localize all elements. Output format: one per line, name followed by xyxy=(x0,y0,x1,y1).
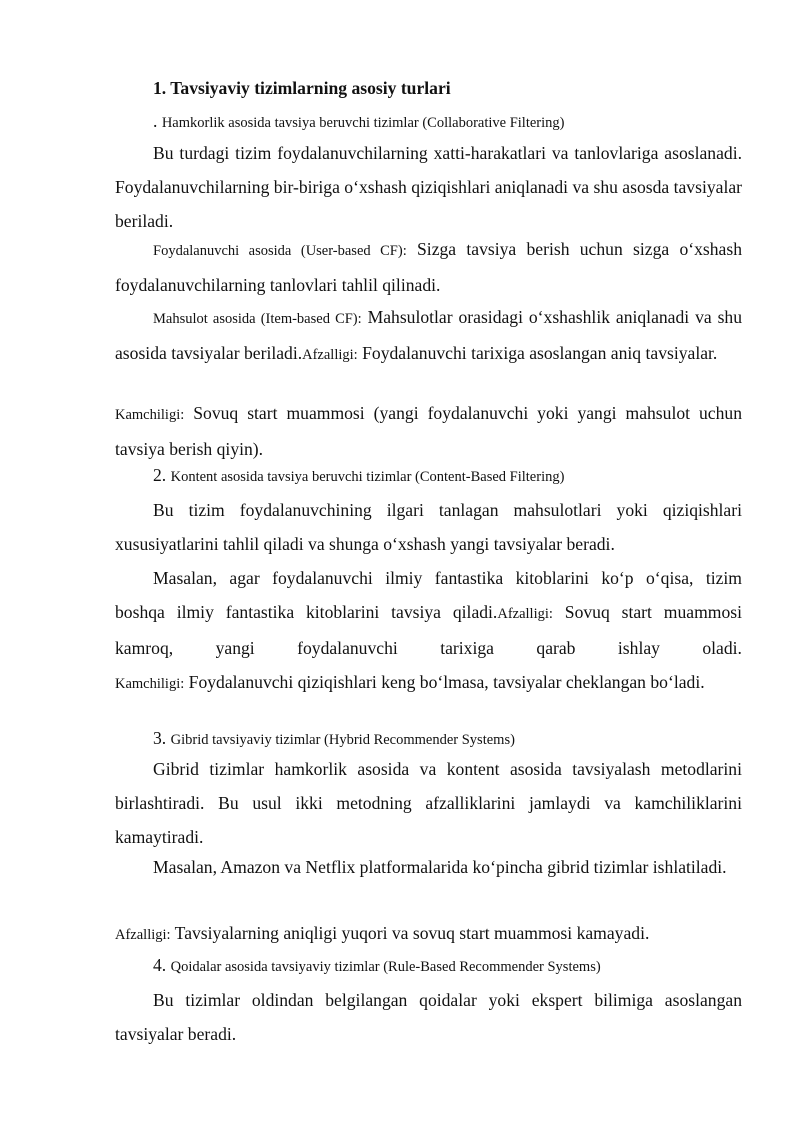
section-2-advantage-label: Afzalligi: xyxy=(497,606,553,622)
section-1-heading-text: 1. Tavsiyaviy tizimlarning asosiy turlari xyxy=(153,78,451,98)
section-2-example-text: boshqa ilmiy fantastika kitoblarini tavsiya qiladi. xyxy=(115,602,498,622)
section-3-heading xyxy=(115,726,780,752)
section-2-heading xyxy=(115,463,780,489)
section-1-advantage-text: Foydalanuvchi tarixiga asoslangan aniq tavsiyalar. xyxy=(362,343,718,363)
section-4-paragraph-1: Bu tizimlar oldindan belgilangan qoidalar yoki ekspert bilimiga asoslangan tavsiyalar beradi. xyxy=(115,990,742,1044)
section-1-paragraph-1: Bu turdagi tizim foydalanuvchilarning xatti-harakatlari va tanlovlariga asoslanadi. Foydalanuvchilarning bir-biriga o‘xshash qiziqishlari aniqlanadi va shu asosda tavsiyalar beriladi. xyxy=(115,143,743,231)
item-based-text: Mahsulotlar orasidagi o‘xshashlik aniqlanadi va shu asosida tavsiyalar beriladi. xyxy=(115,307,743,363)
section-2-advantage-text: Sovuq start muammosi xyxy=(564,602,742,622)
section-1-advantage-label: Afzalligi: xyxy=(302,347,358,363)
word: foydalanuvchi xyxy=(297,638,398,658)
section-3-advantage-text: Tavsiyalarning aniqligi yuqori va sovuq start muammosi kamayadi. xyxy=(174,923,650,943)
section-2-paragraph-2-line-1: Masalan, agar foydalanuvchi ilmiy fantastika kitoblarini ko‘p o‘qisa, tizim xyxy=(153,568,742,588)
section-3-advantage-label: Afzalligi: xyxy=(115,927,171,943)
section-1-sub-title: Hamkorlik asosida tavsiya beruvchi tizimlar (Collaborative Filtering) xyxy=(161,115,565,131)
section-2-paragraph-2 xyxy=(115,561,742,701)
section-2-disadvantage-paragraph xyxy=(115,665,742,701)
section-2-advantage-line-3 xyxy=(115,631,742,665)
section-1-user-based-paragraph xyxy=(115,232,742,302)
section-4-title: Qoidalar asosida tavsiyaviy tizimlar (Rule-Based Recommender Systems) xyxy=(170,959,601,975)
word: qarab xyxy=(536,638,576,658)
section-4-heading xyxy=(115,953,780,979)
section-1-heading xyxy=(115,76,742,100)
section-4-number: 4. xyxy=(153,955,167,975)
section-3-title: Gibrid tavsiyaviy tizimlar (Hybrid Recommender Systems) xyxy=(170,732,515,748)
section-1-subheading xyxy=(115,109,780,135)
word: ishlay xyxy=(617,638,660,658)
section-2-number: 2. xyxy=(153,465,167,485)
section-2-paragraph-1: Bu tizim foydalanuvchining ilgari tanlagan mahsulotlari yoki qiziqishlari xususiyatlarini tahlil qiladi va shunga o‘xshash yangi tavsiyalar beradi. xyxy=(115,500,742,554)
section-3-paragraph-1: Gibrid tizimlar hamkorlik asosida va kontent asosida tavsiyalash metodlarini birlashtiradi. Bu usul ikki metodning afzalliklarini jamlaydi va kamchiliklarini kamaytiradi. xyxy=(115,759,742,847)
section-1-item-based-paragraph xyxy=(115,300,742,372)
section-3-paragraph-2: Masalan, Amazon va Netflix platformalarida ko‘pincha gibrid tizimlar ishlatiladi. xyxy=(153,857,727,877)
section-1-disadvantage-label: Kamchiligi: xyxy=(115,407,185,423)
word: tarixiga xyxy=(440,638,494,658)
section-2-paragraph-2-line-2 xyxy=(115,595,742,631)
section-1-disadvantage-paragraph xyxy=(115,396,742,466)
section-2-title: Kontent asosida tavsiya beruvchi tizimlar (Content-Based Filtering) xyxy=(170,469,565,485)
item-based-label: Mahsulot asosida (Item-based CF): xyxy=(153,311,362,327)
section-2-disadvantage-label: Kamchiligi: xyxy=(115,676,185,692)
section-2-disadvantage-text: Foydalanuvchi qiziqishlari keng bo‘lmasa, tavsiyalar cheklangan bo‘ladi. xyxy=(188,672,705,692)
section-3-number: 3. xyxy=(153,728,167,748)
section-1-sub-number: . xyxy=(153,111,158,131)
section-3-advantage-paragraph xyxy=(115,916,742,952)
user-based-label: Foydalanuvchi asosida (User-based CF): xyxy=(153,243,407,259)
user-based-text: Sizga tavsiya berish uchun sizga o‘xshash foydalanuvchilarning tanlovlari tahlil qilinadi. xyxy=(115,239,743,295)
section-1-disadvantage-text: Sovuq start muammosi (yangi foydalanuvchi yoki yangi mahsulot uchun tavsiya berish qiyin). xyxy=(115,403,742,459)
word: yangi xyxy=(215,638,255,658)
word: kamroq, xyxy=(115,638,174,658)
word: oladi. xyxy=(702,638,742,658)
